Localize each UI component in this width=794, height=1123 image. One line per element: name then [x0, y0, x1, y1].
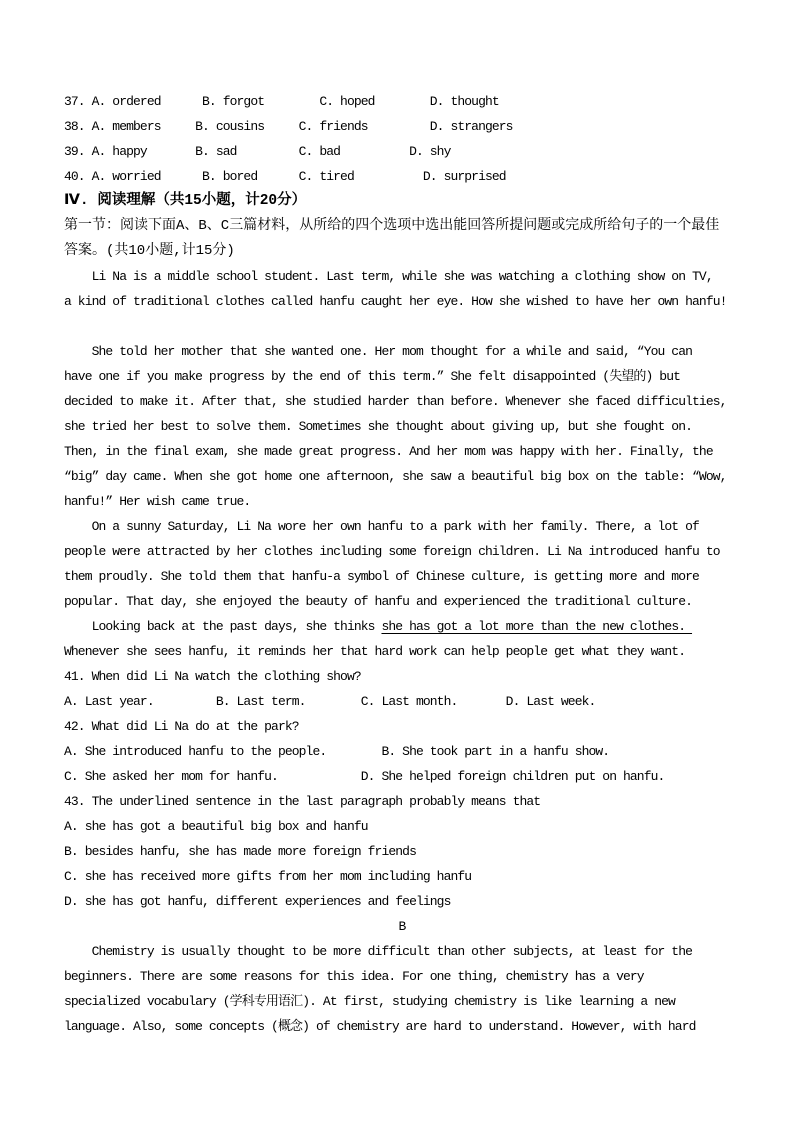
question-43-option-a	[64, 814, 740, 839]
text-segment: Ⅳ. 阅读理解（共15小题，计20分）	[64, 193, 307, 209]
question-41-stem	[64, 664, 740, 689]
text-segment: beginners. There are some reasons for this idea. For one thing, chemistry has a very	[64, 969, 644, 984]
text-segment: She told her mother that she wanted one. Her mom thought for a while and said, “You can	[64, 344, 693, 359]
text-segment: popular. That day, she enjoyed the beauty of hanfu and experienced the traditional culture.	[64, 594, 693, 609]
question-43-option-d	[64, 889, 740, 914]
text-segment: 38. A. members B. cousins C. friends D. strangers	[64, 119, 513, 134]
passage-a-line	[64, 589, 740, 614]
question-42-options-ab	[64, 739, 740, 764]
text-segment: A. She introduced hanfu to the people. B. She took part in a hanfu show.	[64, 744, 610, 759]
cloze-q38-options	[64, 114, 740, 139]
text-segment: 40. A. worried B. bored C. tired D. surprised	[64, 169, 506, 184]
section-instructions-line2	[64, 239, 740, 264]
text-segment: have one if you make progress by the end of this term.” She felt disappointed (失望的) but	[64, 369, 681, 384]
text-segment: a kind of traditional clothes called hanfu caught her eye. How she wished to have her own hanfu!	[64, 294, 727, 309]
text-segment: 39. A. happy B. sad C. bad D. shy	[64, 144, 451, 159]
passage-a-line	[64, 514, 740, 539]
question-42-options-cd	[64, 764, 740, 789]
question-41-options	[64, 689, 740, 714]
passage-b-line	[64, 1014, 740, 1039]
text-segment: 37. A. ordered B. forgot C. hoped D. thought	[64, 94, 499, 109]
text-segment: B. besides hanfu, she has made more foreign friends	[64, 844, 416, 859]
passage-b-line	[64, 989, 740, 1014]
passage-a-line	[64, 564, 740, 589]
question-43-option-b	[64, 839, 740, 864]
text-segment: Li Na is a middle school student. Last term, while she was watching a clothing show on TV,	[64, 269, 713, 284]
text-segment: specialized vocabulary (学科专用语汇). At first, studying chemistry is like learning a new	[64, 994, 675, 1009]
text-segment: hanfu!” Her wish came true.	[64, 494, 251, 509]
passage-a-line	[64, 364, 740, 389]
text-segment: people were attracted by her clothes including some foreign children. Li Na introduced hanfu to	[64, 544, 720, 559]
text-segment: she tried her best to solve them. Sometimes she thought about giving up, but she fought on.	[64, 419, 693, 434]
text-segment: 第一节：阅读下面A、B、C三篇材料，从所给的四个选项中选出能回答所提问题或完成所给句子的一个最佳	[64, 218, 720, 234]
passage-b-line	[64, 939, 740, 964]
text-segment: them proudly. She told them that hanfu-a symbol of Chinese culture, is getting more and more	[64, 569, 699, 584]
text-segment: A. she has got a beautiful big box and hanfu	[64, 819, 368, 834]
passage-b-heading	[64, 914, 740, 939]
passage-a-line	[64, 289, 740, 314]
passage-a-line	[64, 264, 740, 289]
text-segment: B	[398, 919, 406, 934]
passage-a-line	[64, 439, 740, 464]
text-segment: 41. When did Li Na watch the clothing show?	[64, 669, 361, 684]
text-segment: 42. What did Li Na do at the park?	[64, 719, 299, 734]
text-segment: “big” day came. When she got home one afternoon, she saw a beautiful big box on the table: “Wow,	[64, 469, 727, 484]
question-42-stem	[64, 714, 740, 739]
section-heading	[64, 189, 740, 214]
passage-a-line	[64, 539, 740, 564]
text-segment: D. she has got hanfu, different experiences and feelings	[64, 894, 451, 909]
text-segment: 43. The underlined sentence in the last paragraph probably means that	[64, 794, 541, 809]
question-43-stem	[64, 789, 740, 814]
text-segment: Then, in the final exam, she made great progress. And her mom was happy with her. Finally, the	[64, 444, 713, 459]
text-segment: On a sunny Saturday, Li Na wore her own hanfu to a park with her family. There, a lot of	[64, 519, 699, 534]
document-lines	[64, 89, 740, 1039]
underlined-sentence: she has got a lot more than the new clothes.	[381, 619, 693, 634]
passage-a-line	[64, 489, 740, 514]
text-segment: C. she has received more gifts from her mom including hanfu	[64, 869, 472, 884]
question-43-option-c	[64, 864, 740, 889]
passage-a-line	[64, 614, 740, 639]
text-segment: language. Also, some concepts (概念) of chemistry are hard to understand. However, with hard	[64, 1019, 696, 1034]
passage-a-line	[64, 639, 740, 664]
text-segment: decided to make it. After that, she studied harder than before. Whenever she faced difficulties,	[64, 394, 727, 409]
text-segment: 答案。(共10小题,计15分)	[64, 243, 235, 259]
passage-a-line	[64, 414, 740, 439]
passage-b-line	[64, 964, 740, 989]
text-segment: Chemistry is usually thought to be more difficult than other subjects, at least for the	[64, 944, 693, 959]
cloze-q40-options	[64, 164, 740, 189]
passage-a-line	[64, 389, 740, 414]
text-segment: A. Last year. B. Last term. C. Last month. D. Last week.	[64, 694, 596, 709]
passage-a-line	[64, 339, 740, 364]
passage-a-line	[64, 464, 740, 489]
text-segment: C. She asked her mom for hanfu. D. She helped foreign children put on hanfu.	[64, 769, 665, 784]
cloze-q37-options	[64, 89, 740, 114]
cloze-q39-options	[64, 139, 740, 164]
section-instructions-line1	[64, 214, 740, 239]
blank-line	[64, 314, 740, 339]
text-segment: Whenever she sees hanfu, it reminds her that hard work can help people get what they want.	[64, 644, 686, 659]
text-segment: Looking back at the past days, she thinks	[64, 619, 382, 634]
